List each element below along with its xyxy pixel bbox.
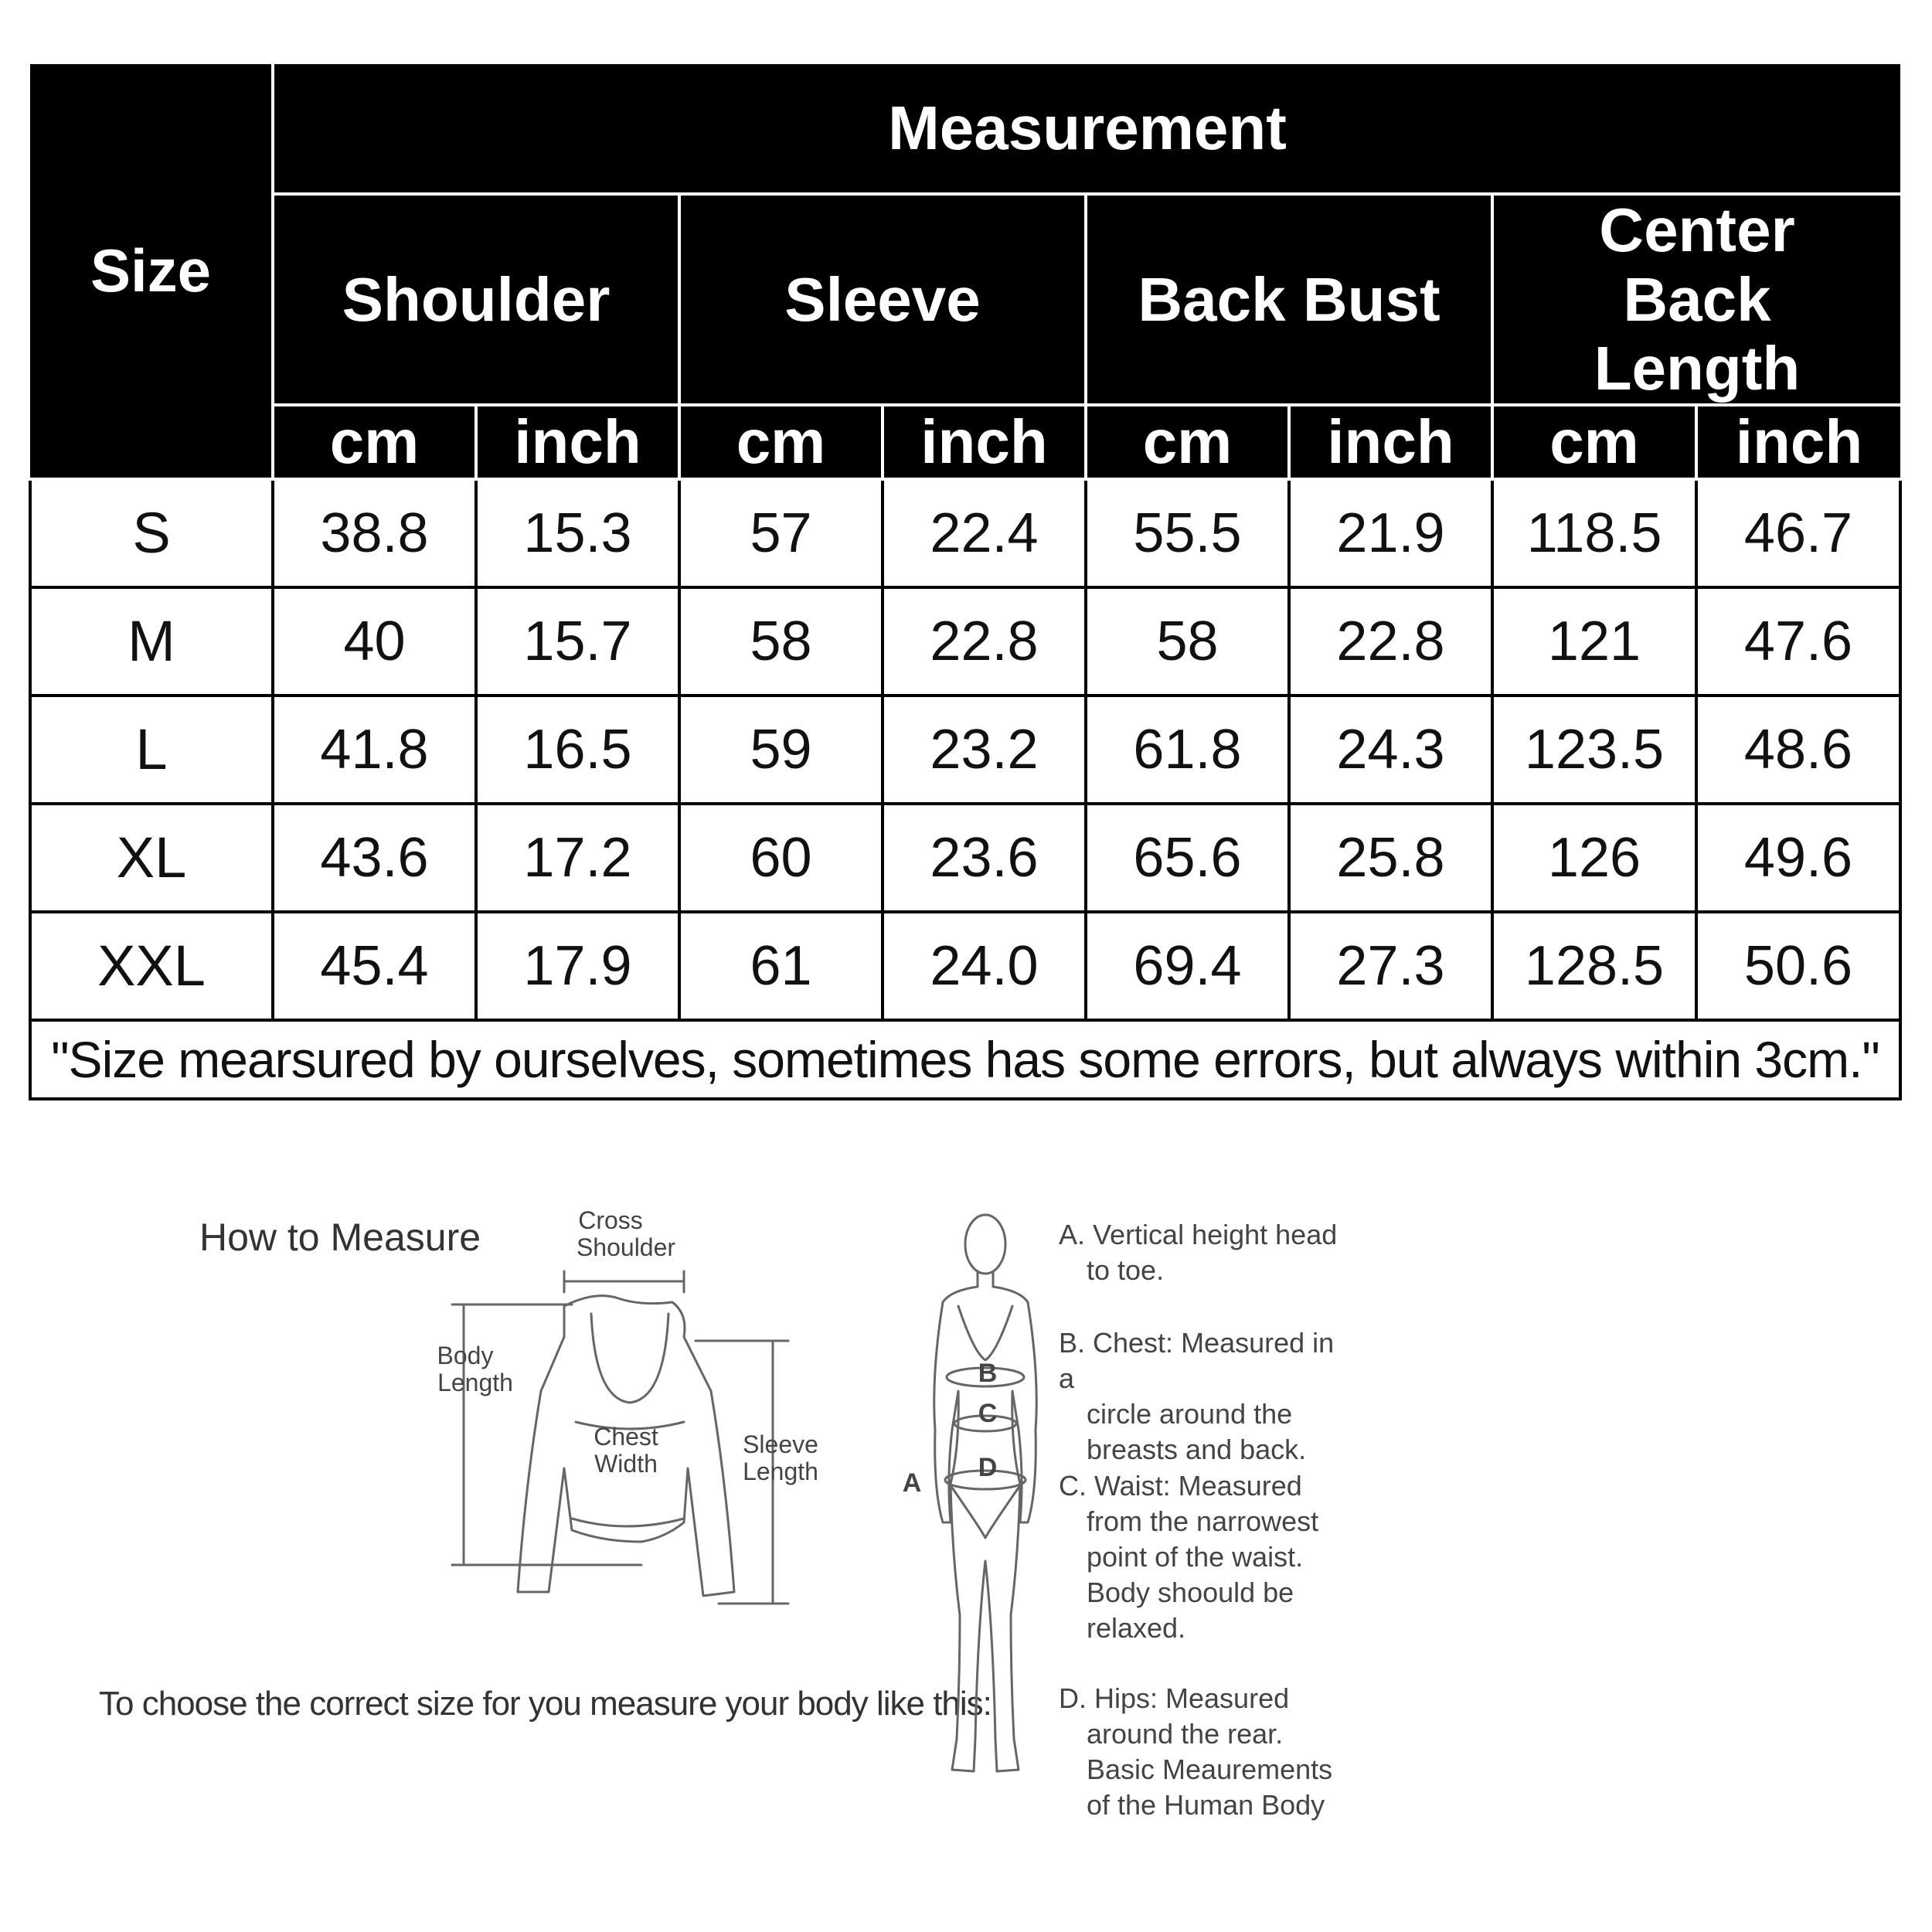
- measurement-header: Measurement: [273, 64, 1900, 194]
- value-cell: 40: [273, 587, 476, 696]
- note-c-body: point of the waist.: [1087, 1541, 1304, 1573]
- note-c-head: C. Waist: Measured: [1059, 1470, 1302, 1502]
- size-cell: M: [30, 587, 273, 696]
- how-to-measure-hint: To choose the correct size for you measure your body like this:: [99, 1685, 992, 1723]
- sweater-diagram: [417, 1190, 850, 1623]
- note-a: [1059, 1217, 1352, 1288]
- value-cell: 25.8: [1289, 804, 1492, 912]
- how-to-measure-title: How to Measure: [199, 1216, 481, 1259]
- value-cell: 50.6: [1696, 912, 1900, 1020]
- value-cell: 58: [679, 587, 883, 696]
- unit-header: inch: [883, 405, 1086, 479]
- center-back-length-label: Center Back Length: [1594, 196, 1801, 403]
- note-a-body: to toe.: [1087, 1254, 1165, 1286]
- body-length-label: Body: [437, 1342, 494, 1369]
- value-cell: 46.7: [1696, 479, 1900, 587]
- value-cell: 15.3: [476, 479, 679, 587]
- note-c-body: from the narrowest: [1087, 1505, 1319, 1537]
- value-cell: 23.2: [883, 696, 1086, 804]
- note-d-head: D. Hips: Measured: [1059, 1682, 1290, 1714]
- hips-outline: [952, 1488, 1019, 1538]
- note-b-body: circle around the: [1087, 1398, 1293, 1430]
- sweater-neckline: [591, 1314, 668, 1403]
- value-cell: 17.9: [476, 912, 679, 1020]
- note-d-body: around the rear.: [1087, 1718, 1284, 1750]
- body-figure-diagram: [896, 1198, 1051, 1801]
- unit-header: inch: [1289, 405, 1492, 479]
- size-cell: XXL: [30, 912, 273, 1020]
- value-cell: 17.2: [476, 804, 679, 912]
- note-d: [1059, 1681, 1352, 1823]
- size-cell: L: [30, 696, 273, 804]
- measurement-note: "Size mearsured by ourselves, sometimes has some errors, but always within 3cm.": [30, 1020, 1900, 1099]
- value-cell: 15.7: [476, 587, 679, 696]
- value-cell: 126: [1492, 804, 1696, 912]
- unit-header: cm: [273, 405, 476, 479]
- value-cell: 61: [679, 912, 883, 1020]
- center-back-length-header: [1492, 194, 1900, 405]
- note-c-body: relaxed.: [1087, 1612, 1186, 1644]
- value-cell: 118.5: [1492, 479, 1696, 587]
- note-d-body: of the Human Body: [1087, 1789, 1325, 1821]
- value-cell: 23.6: [883, 804, 1086, 912]
- size-column-header: Size: [30, 64, 273, 479]
- body-length-label: Length: [437, 1369, 513, 1396]
- size-chart-table: [29, 64, 1902, 1100]
- letter-a: A: [902, 1468, 922, 1498]
- value-cell: 16.5: [476, 696, 679, 804]
- value-cell: 22.8: [1289, 587, 1492, 696]
- value-cell: 55.5: [1086, 479, 1289, 587]
- note-c-body: Body shoould be: [1087, 1577, 1294, 1608]
- note-b-head: B. Chest: Measured in a: [1059, 1327, 1335, 1394]
- value-cell: 49.6: [1696, 804, 1900, 912]
- value-cell: 22.8: [883, 587, 1086, 696]
- unit-header: cm: [679, 405, 883, 479]
- note-d-body: Basic Meaurements: [1087, 1753, 1333, 1785]
- unit-header: inch: [1696, 405, 1900, 479]
- back-bust-header: Back Bust: [1086, 194, 1492, 405]
- value-cell: 128.5: [1492, 912, 1696, 1020]
- table-row: [30, 479, 1900, 587]
- value-cell: 69.4: [1086, 912, 1289, 1020]
- table-row: [30, 912, 1900, 1020]
- value-cell: 48.6: [1696, 696, 1900, 804]
- value-cell: 57: [679, 479, 883, 587]
- sleeve-length-label: Sleeve: [743, 1430, 818, 1458]
- letter-c: C: [978, 1399, 998, 1428]
- size-cell: S: [30, 479, 273, 587]
- value-cell: 47.6: [1696, 587, 1900, 696]
- cross-shoulder-label: Shoulder: [576, 1233, 676, 1261]
- value-cell: 43.6: [273, 804, 476, 912]
- cross-shoulder-label: Cross: [578, 1206, 643, 1234]
- chest-width-label: Chest: [594, 1423, 658, 1451]
- table-row: [30, 696, 1900, 804]
- value-cell: 22.4: [883, 479, 1086, 587]
- value-cell: 38.8: [273, 479, 476, 587]
- note-b: [1059, 1325, 1352, 1468]
- value-cell: 21.9: [1289, 479, 1492, 587]
- note-b-body: breasts and back.: [1087, 1434, 1307, 1465]
- letter-b: B: [978, 1359, 998, 1388]
- value-cell: 123.5: [1492, 696, 1696, 804]
- bust-lines: [958, 1306, 1012, 1360]
- value-cell: 24.3: [1289, 696, 1492, 804]
- value-cell: 27.3: [1289, 912, 1492, 1020]
- head-outline: [965, 1215, 1005, 1274]
- value-cell: 41.8: [273, 696, 476, 804]
- value-cell: 59: [679, 696, 883, 804]
- letter-d: D: [978, 1453, 998, 1482]
- sleeve-length-label: Length: [743, 1458, 818, 1485]
- value-cell: 24.0: [883, 912, 1086, 1020]
- value-cell: 45.4: [273, 912, 476, 1020]
- value-cell: 65.6: [1086, 804, 1289, 912]
- note-a-head: A. Vertical height head: [1059, 1219, 1338, 1250]
- note-c: [1059, 1468, 1352, 1646]
- unit-header: cm: [1492, 405, 1696, 479]
- size-cell: XL: [30, 804, 273, 912]
- table-row: [30, 587, 1900, 696]
- unit-header: cm: [1086, 405, 1289, 479]
- value-cell: 121: [1492, 587, 1696, 696]
- chest-width-label: Width: [594, 1450, 658, 1478]
- body-outline: [934, 1272, 1037, 1771]
- value-cell: 61.8: [1086, 696, 1289, 804]
- table-row: [30, 804, 1900, 912]
- value-cell: 58: [1086, 587, 1289, 696]
- shoulder-header: Shoulder: [273, 194, 679, 405]
- unit-header: inch: [476, 405, 679, 479]
- sweater-hem: [572, 1519, 684, 1526]
- value-cell: 60: [679, 804, 883, 912]
- sleeve-header: Sleeve: [679, 194, 1086, 405]
